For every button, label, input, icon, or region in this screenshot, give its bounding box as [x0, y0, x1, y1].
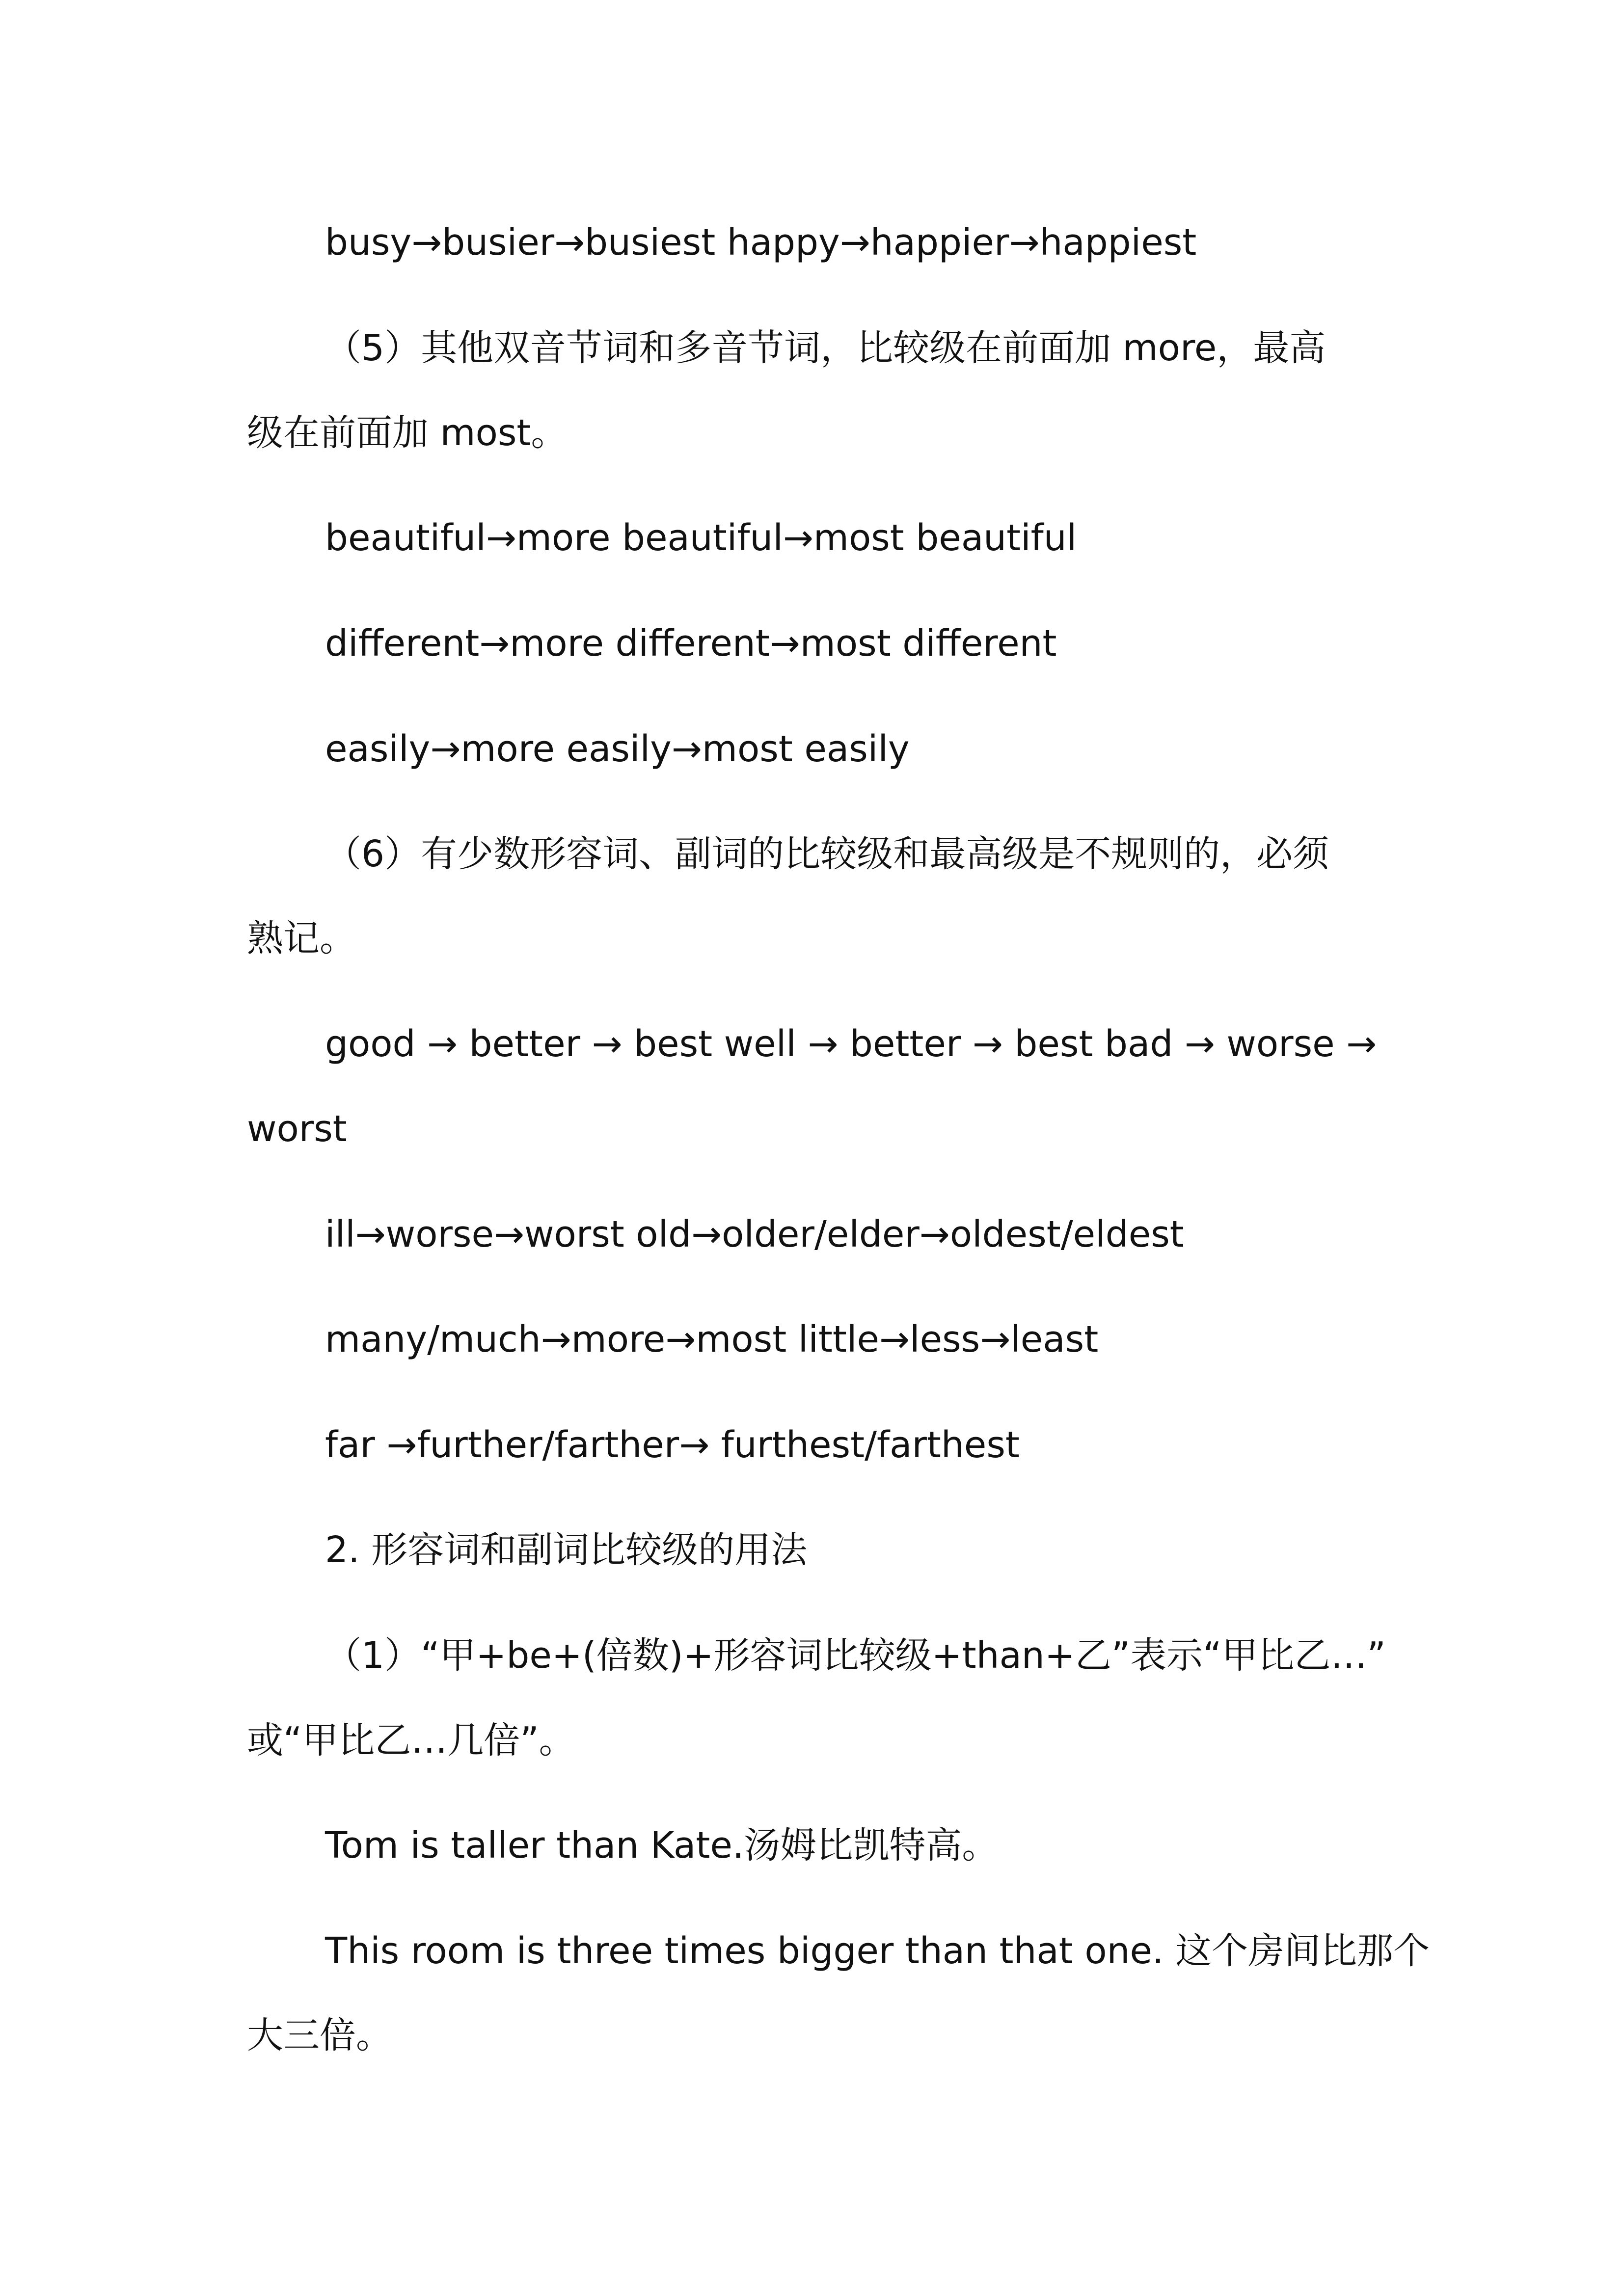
example-easily: easily→more easily→most easily: [325, 728, 910, 770]
rule-5-line-1: （5）其他双音节词和多音节词，比较级在前面加 more，最高: [325, 327, 1326, 369]
usage-1-line-2: 或“甲比乙…几倍”。: [247, 1719, 575, 1762]
example-room-line-2: 大三倍。: [247, 2014, 392, 2056]
irregular-far: far →further/farther→ furthest/farthest: [325, 1424, 1020, 1466]
irregular-ill-old: ill→worse→worst old→older/elder→oldest/eldest: [325, 1213, 1184, 1255]
example-beautiful: beautiful→more beautiful→most beautiful: [325, 517, 1077, 559]
rule-6-line-2: 熟记。: [247, 917, 356, 960]
text-line-busy-happy: busy→busier→busiest happy→happier→happiest: [325, 221, 1197, 264]
irregular-good-well-bad: good → better → best well → better → best bad → worse →: [325, 1023, 1377, 1065]
rule-5-line-2: 级在前面加 most。: [247, 412, 568, 454]
example-room-line-1: This room is three times bigger than that one. 这个房间比那个: [325, 1930, 1430, 1972]
example-different: different→more different→most different: [325, 622, 1057, 665]
example-tom-kate: Tom is taller than Kate.汤姆比凯特高。: [325, 1824, 999, 1867]
irregular-worst: worst: [247, 1108, 347, 1150]
section-heading-2: 2. 形容词和副词比较级的用法: [325, 1529, 808, 1571]
irregular-many-little: many/much→more→most little→less→least: [325, 1318, 1099, 1361]
rule-6-line-1: （6）有少数形容词、副词的比较级和最高级是不规则的，必须: [325, 833, 1329, 875]
usage-1-line-1: （1）“甲+be+(倍数)+形容词比较级+than+乙”表示“甲比乙…”: [325, 1634, 1386, 1677]
